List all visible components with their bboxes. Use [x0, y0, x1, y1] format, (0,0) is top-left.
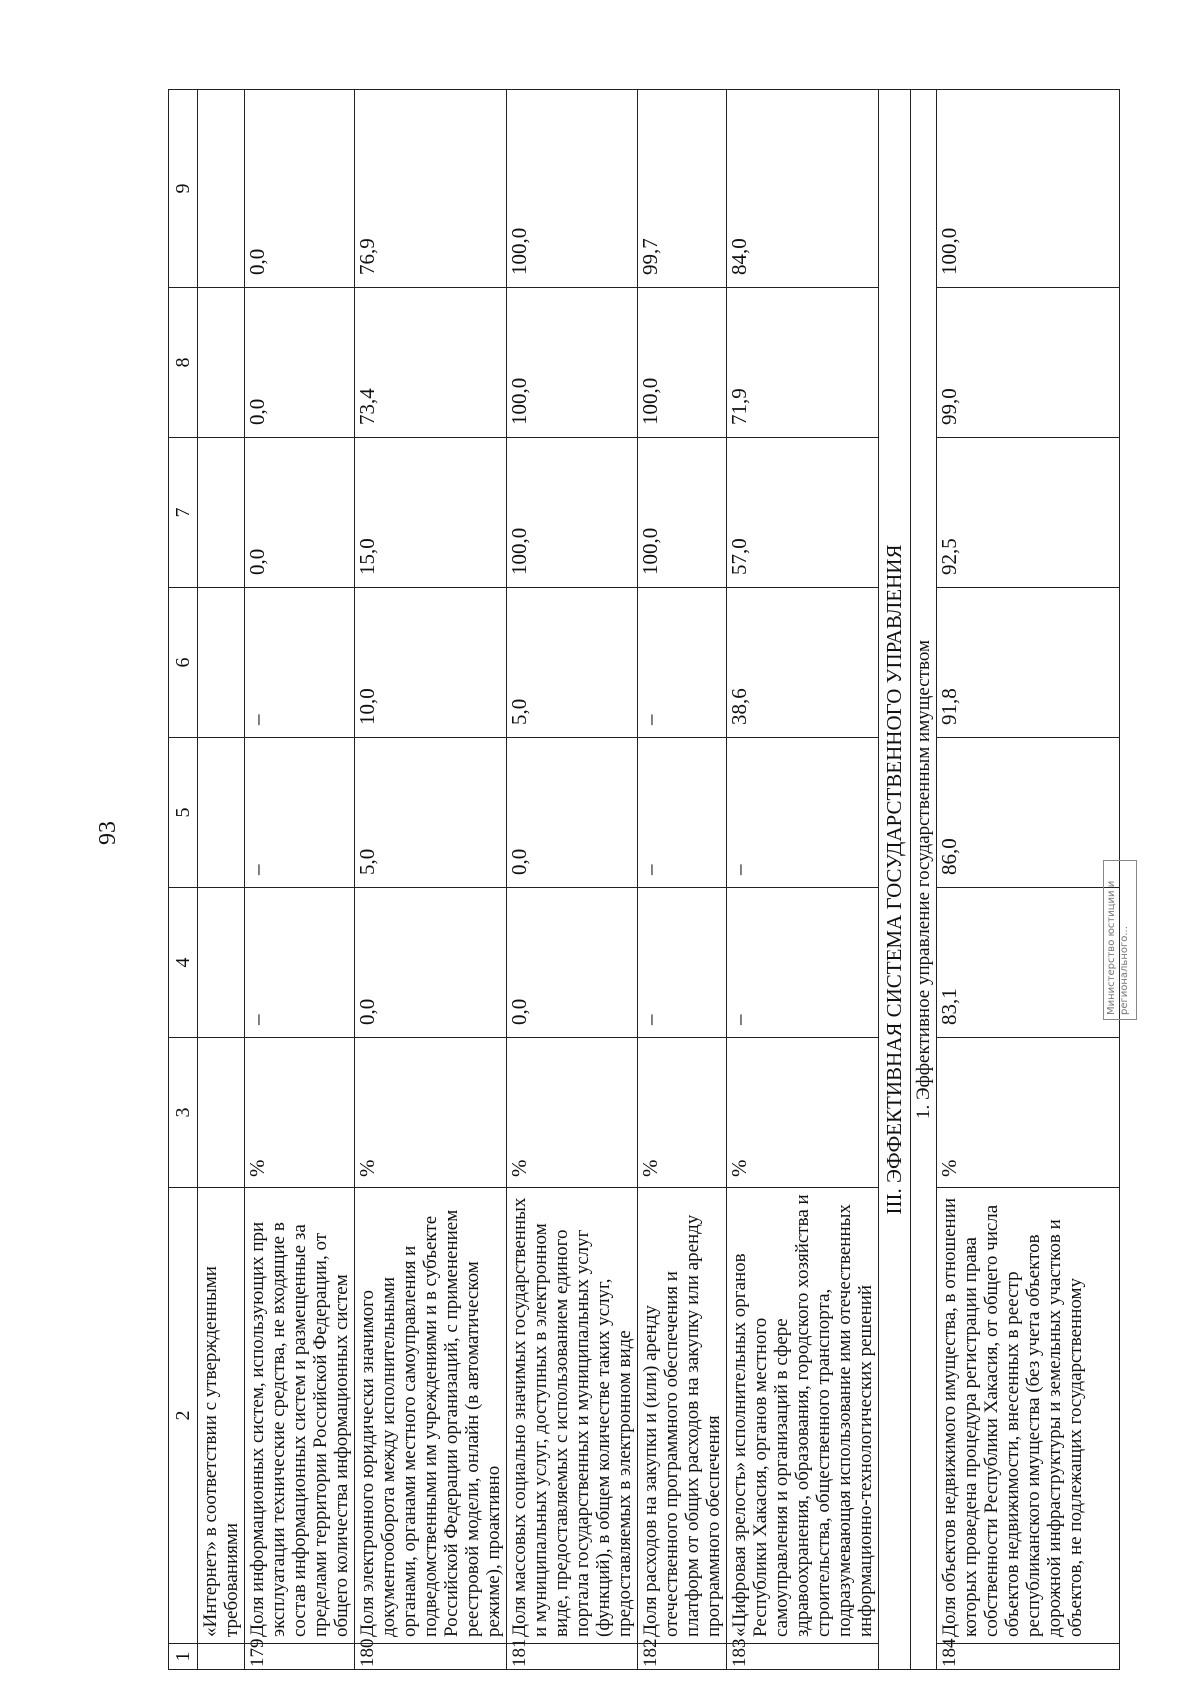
table-row	[245, 90, 355, 1670]
value-col-7: 100,0	[507, 438, 638, 588]
value-col-9: 76,9	[355, 90, 507, 288]
value-col-7: 100,0	[638, 438, 727, 588]
header-col-2: 2	[169, 1188, 198, 1644]
table-row	[727, 90, 879, 1670]
indicator-text: Доля электронного юридически значимого документооборота между исполнительными органами, органами местного самоуправления и подведомственными им учреждениями и в субъекте Российской Федерации организаций, с применением реестровой модели, онлайн (в автоматическом режиме), проактивно	[355, 1188, 507, 1644]
unit-cell: %	[507, 1038, 638, 1188]
value-col-7: 15,0	[355, 438, 507, 588]
table-row	[355, 90, 507, 1670]
value-col-4: 83,1	[937, 888, 1120, 1038]
value-col-8: 100,0	[638, 288, 727, 438]
value-col-6: 38,6	[727, 588, 879, 738]
header-col-1: 1	[169, 1644, 198, 1670]
value-col-5: –	[638, 738, 727, 888]
empty-cell	[198, 90, 245, 288]
table-row	[507, 90, 638, 1670]
value-col-5: 0,0	[507, 738, 638, 888]
header-col-7: 7	[169, 438, 198, 588]
empty-cell	[198, 1644, 245, 1670]
row-number: 184	[937, 1644, 1120, 1670]
value-col-9: 100,0	[507, 90, 638, 288]
subsection-title: 1. Эффективное управление государственным имуществом	[911, 90, 937, 1670]
value-col-4: –	[727, 888, 879, 1038]
row-number: 183	[727, 1644, 879, 1670]
value-col-8: 0,0	[245, 288, 355, 438]
value-col-4: 0,0	[355, 888, 507, 1038]
indicator-text: Доля информационных систем, использующих при эксплуатации технические средства, не входящие в состав информационных систем и размещенные за пределами территории Российской Федерации, от общего количества информационных систем	[245, 1188, 355, 1644]
value-col-6: 5,0	[507, 588, 638, 738]
value-col-5: 86,0	[937, 738, 1120, 888]
value-col-8: 73,4	[355, 288, 507, 438]
value-col-6: 91,8	[937, 588, 1120, 738]
unit-cell: %	[355, 1038, 507, 1188]
empty-cell	[198, 288, 245, 438]
value-col-4: 0,0	[507, 888, 638, 1038]
value-col-8: 71,9	[727, 288, 879, 438]
indicator-text: «Цифровая зрелость» исполнительных органов Республики Хакасия, органов местного самоуправления и организаций в сфере здравоохранения, образования, городского хозяйства и строительства, общественного транспорта, подразумевающая использование ими отечественных информационно-технологических решений	[727, 1188, 879, 1644]
unit-cell: %	[727, 1038, 879, 1188]
value-col-9: 84,0	[727, 90, 879, 288]
header-col-8: 8	[169, 288, 198, 438]
value-col-7: 0,0	[245, 438, 355, 588]
table-row	[638, 90, 727, 1670]
indicator-text: Доля расходов на закупки и (или) аренду отечественного программного обеспечения и платформ от общих расходов на закупку или аренду программного обеспечения	[638, 1188, 727, 1644]
value-col-9: 0,0	[245, 90, 355, 288]
value-col-7: 92,5	[937, 438, 1120, 588]
value-col-6: 10,0	[355, 588, 507, 738]
value-col-8: 100,0	[507, 288, 638, 438]
empty-cell	[198, 1038, 245, 1188]
value-col-5: 5,0	[355, 738, 507, 888]
value-col-9: 100,0	[937, 90, 1120, 288]
value-col-8: 99,0	[937, 288, 1120, 438]
document-table-rotated	[168, 90, 1120, 1670]
unit-cell: %	[937, 1038, 1120, 1188]
empty-cell	[198, 588, 245, 738]
empty-cell	[198, 438, 245, 588]
row-number: 181	[507, 1644, 638, 1670]
section-title: III. ЭФФЕКТИВНАЯ СИСТЕМА ГОСУДАРСТВЕННОГО УПРАВЛЕНИЯ	[879, 90, 911, 1670]
header-row	[169, 90, 198, 1670]
value-col-6: –	[638, 588, 727, 738]
empty-cell	[198, 888, 245, 1038]
row-number: 179	[245, 1644, 355, 1670]
value-col-9: 99,7	[638, 90, 727, 288]
empty-cell	[198, 738, 245, 888]
header-col-4: 4	[169, 888, 198, 1038]
continuation-row	[198, 90, 245, 1670]
table-row	[937, 90, 1120, 1670]
row-number: 180	[355, 1644, 507, 1670]
continuation-text: «Интернет» в соответствии с утвержденными требованиями	[198, 1188, 245, 1644]
page-number: 93	[95, 821, 121, 845]
value-col-4: –	[245, 888, 355, 1038]
indicator-text: Доля массовых социально значимых государственных и муниципальных услуг, доступных в электронном виде, предоставляемых с использованием единого портала государственных и муниципальных услуг (функций), в общем количестве таких услуг, предоставляемых в электронном виде	[507, 1188, 638, 1644]
header-col-5: 5	[169, 738, 198, 888]
value-col-6: –	[245, 588, 355, 738]
value-col-7: 57,0	[727, 438, 879, 588]
indicator-text: Доля объектов недвижимого имущества, в отношении которых проведена процедура регистрации права собственности Республики Хакасия, от общего числа объектов недвижимости, внесенных в реестр республиканского имущества (без учета объектов дорожной инфраструктуры и земельных участков и объектов, не подлежащих государственному	[937, 1188, 1120, 1644]
indicators-table	[168, 89, 1120, 1670]
unit-cell: %	[638, 1038, 727, 1188]
section-row	[879, 90, 911, 1670]
header-col-9: 9	[169, 90, 198, 288]
row-number: 182	[638, 1644, 727, 1670]
header-col-6: 6	[169, 588, 198, 738]
subsection-row	[911, 90, 937, 1670]
value-col-5: –	[727, 738, 879, 888]
unit-cell: %	[245, 1038, 355, 1188]
registration-stamp: Министерство юстиции и регионального...	[1103, 860, 1137, 1020]
value-col-4: –	[638, 888, 727, 1038]
value-col-5: –	[245, 738, 355, 888]
header-col-3: 3	[169, 1038, 198, 1188]
